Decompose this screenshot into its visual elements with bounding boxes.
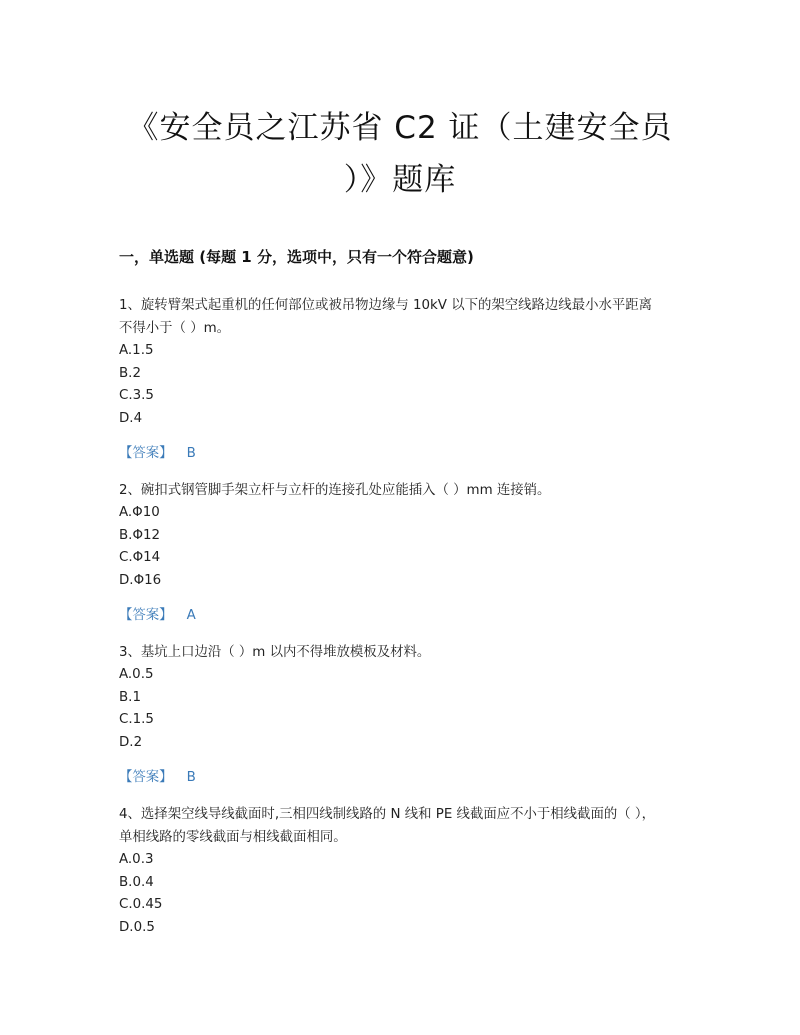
option-a: A.1.5 <box>119 343 154 358</box>
question-stem <box>119 641 689 664</box>
document-title-line1: 《安全员之江苏省 C2 证（土建安全员 <box>127 110 673 146</box>
question-stem <box>119 479 689 502</box>
option-a: A.0.5 <box>119 667 154 682</box>
question-1 <box>119 294 689 465</box>
option-c: C.Φ14 <box>119 550 161 565</box>
question-stem-line2: 单相线路的零线截面与相线截面相同。 <box>119 830 347 845</box>
question-stem-line2: 不得小于（ ）m。 <box>119 321 231 336</box>
answer-value: B <box>186 446 196 461</box>
question-stem-line1: 3、基坑上口边沿（ ）m 以内不得堆放模板及材料。 <box>119 645 431 660</box>
question-stem <box>119 294 689 340</box>
document-title <box>100 102 700 206</box>
question-stem <box>119 803 689 849</box>
option-b: B.1 <box>119 689 141 705</box>
answer-label: 【答案】 <box>119 446 173 461</box>
option-b: B.0.4 <box>119 874 154 890</box>
option-d: D.0.5 <box>119 919 155 935</box>
option-b: B.2 <box>119 365 141 381</box>
question-3 <box>119 641 689 789</box>
option-c: C.3.5 <box>119 388 154 403</box>
answer-line <box>119 443 689 465</box>
option-b: B.Φ12 <box>119 527 161 543</box>
question-stem-line1: 4、选择架空线导线截面时,三相四线制线路的 N 线和 PE 线截面应不小于相线截面的（ ）， <box>119 807 655 822</box>
question-stem-line1: 2、碗扣式钢管脚手架立杆与立杆的连接孔处应能插入（ ）mm 连接销。 <box>119 483 551 498</box>
option-a: A.0.3 <box>119 852 154 867</box>
option-d: D.Φ16 <box>119 572 162 588</box>
section-heading: 一，单选题 (每题 1 分，选项中，只有一个符合题意) <box>119 248 474 266</box>
document-title-line2: ）》题库 <box>343 162 457 198</box>
option-d: D.2 <box>119 734 143 750</box>
question-stem-line1: 1、旋转臂架式起重机的任何部位或被吊物边缘与 10kV 以下的架空线路边线最小水平距离 <box>119 298 653 313</box>
option-d: D.4 <box>119 410 143 426</box>
answer-line <box>119 605 689 627</box>
answer-value: B <box>186 770 196 785</box>
question-4 <box>119 803 689 939</box>
option-a: A.Φ10 <box>119 505 160 520</box>
question-2 <box>119 479 689 627</box>
option-c: C.1.5 <box>119 712 154 727</box>
option-c: C.0.45 <box>119 897 163 912</box>
answer-label: 【答案】 <box>119 770 173 785</box>
answer-value: A <box>186 608 196 623</box>
answer-label: 【答案】 <box>119 608 173 623</box>
answer-line <box>119 767 689 789</box>
